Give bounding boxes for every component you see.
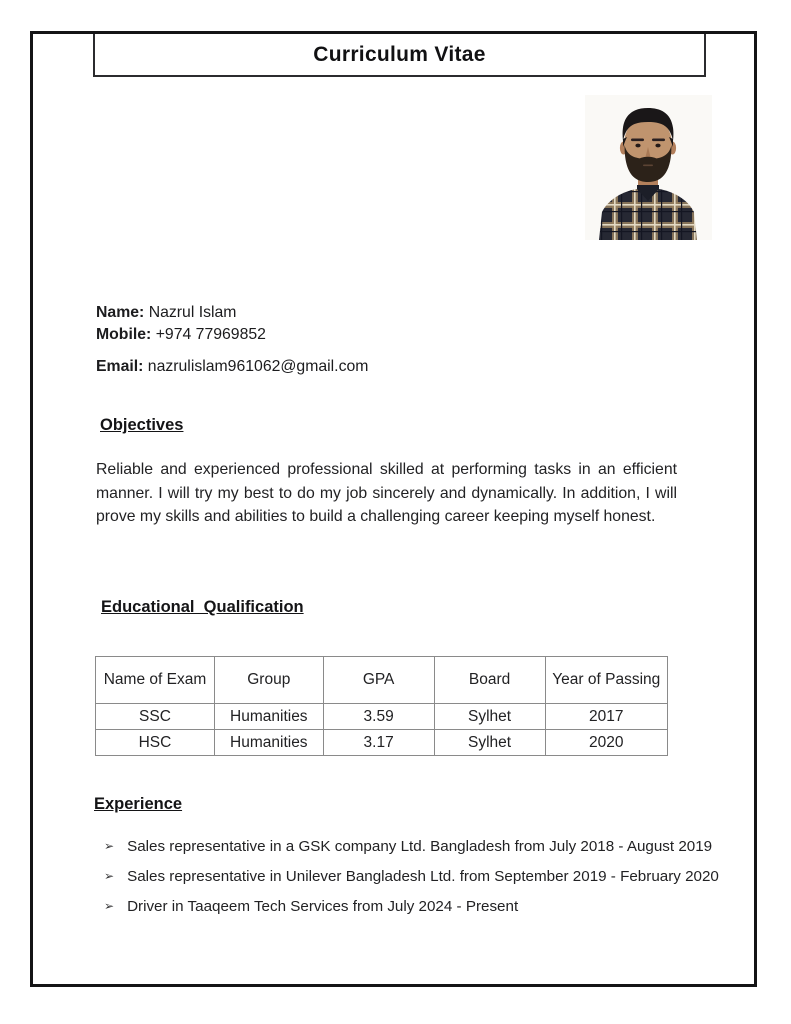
cell-exam: HSC bbox=[96, 730, 215, 756]
portrait-photo-illustration bbox=[585, 95, 712, 240]
mobile-value: +974 77969852 bbox=[155, 326, 266, 343]
experience-item-text: Sales representative in a GSK company Ltd. Bangladesh from July 2018 - August 2019 bbox=[127, 838, 713, 855]
objectives-heading: Objectives bbox=[100, 416, 184, 434]
cell-exam: SSC bbox=[96, 704, 215, 730]
cell-group: Humanities bbox=[214, 704, 323, 730]
column-header-board: Board bbox=[434, 657, 545, 704]
experience-item-text: Driver in Taaqeem Tech Services from July 2024 - Present bbox=[127, 898, 519, 915]
list-item bbox=[104, 898, 754, 915]
column-header-gpa: GPA bbox=[323, 657, 434, 704]
table-header-row bbox=[96, 657, 668, 704]
arrow-bullet-icon: ➢ bbox=[104, 839, 115, 853]
portrait-photo bbox=[585, 95, 712, 240]
list-item bbox=[104, 868, 754, 885]
objectives-text: Reliable and experienced professional skilled at performing tasks in an efficient manner. I will try my best to do my job sincerely and dynamically. In addition, I will prove my skills and abilities to build a challenging career keeping myself honest. bbox=[96, 461, 677, 525]
cell-board: Sylhet bbox=[434, 730, 545, 756]
table-row bbox=[96, 704, 668, 730]
email-label: Email: bbox=[96, 358, 144, 375]
cell-year: 2020 bbox=[545, 730, 667, 756]
experience-list bbox=[104, 838, 754, 928]
arrow-bullet-icon: ➢ bbox=[104, 899, 115, 913]
title-box bbox=[93, 34, 706, 77]
contact-name bbox=[96, 302, 368, 324]
arrow-bullet-icon: ➢ bbox=[104, 869, 115, 883]
contact-email bbox=[96, 356, 368, 378]
page-title: Curriculum Vitae bbox=[313, 42, 486, 66]
email-value: nazrulislam961062@gmail.com bbox=[147, 358, 369, 375]
cell-gpa: 3.59 bbox=[323, 704, 434, 730]
experience-item-text: Sales representative in Unilever Bangladesh Ltd. from September 2019 - February 2020 bbox=[127, 868, 719, 885]
mobile-label: Mobile: bbox=[96, 326, 152, 343]
experience-heading: Experience bbox=[94, 795, 183, 813]
table-row bbox=[96, 730, 668, 756]
list-item bbox=[104, 838, 754, 855]
column-header-name-of-exam: Name of Exam bbox=[96, 657, 215, 704]
cell-group: Humanities bbox=[214, 730, 323, 756]
cell-year: 2017 bbox=[545, 704, 667, 730]
contact-block bbox=[96, 302, 368, 378]
education-table bbox=[95, 656, 668, 756]
education-heading: Educational Qualification bbox=[101, 598, 304, 616]
cell-gpa: 3.17 bbox=[323, 730, 434, 756]
name-label: Name: bbox=[96, 304, 145, 321]
column-header-year-of-passing: Year of Passing bbox=[545, 657, 667, 704]
contact-mobile bbox=[96, 324, 368, 346]
name-value: Nazrul Islam bbox=[148, 304, 237, 321]
column-header-group: Group bbox=[214, 657, 323, 704]
cell-board: Sylhet bbox=[434, 704, 545, 730]
